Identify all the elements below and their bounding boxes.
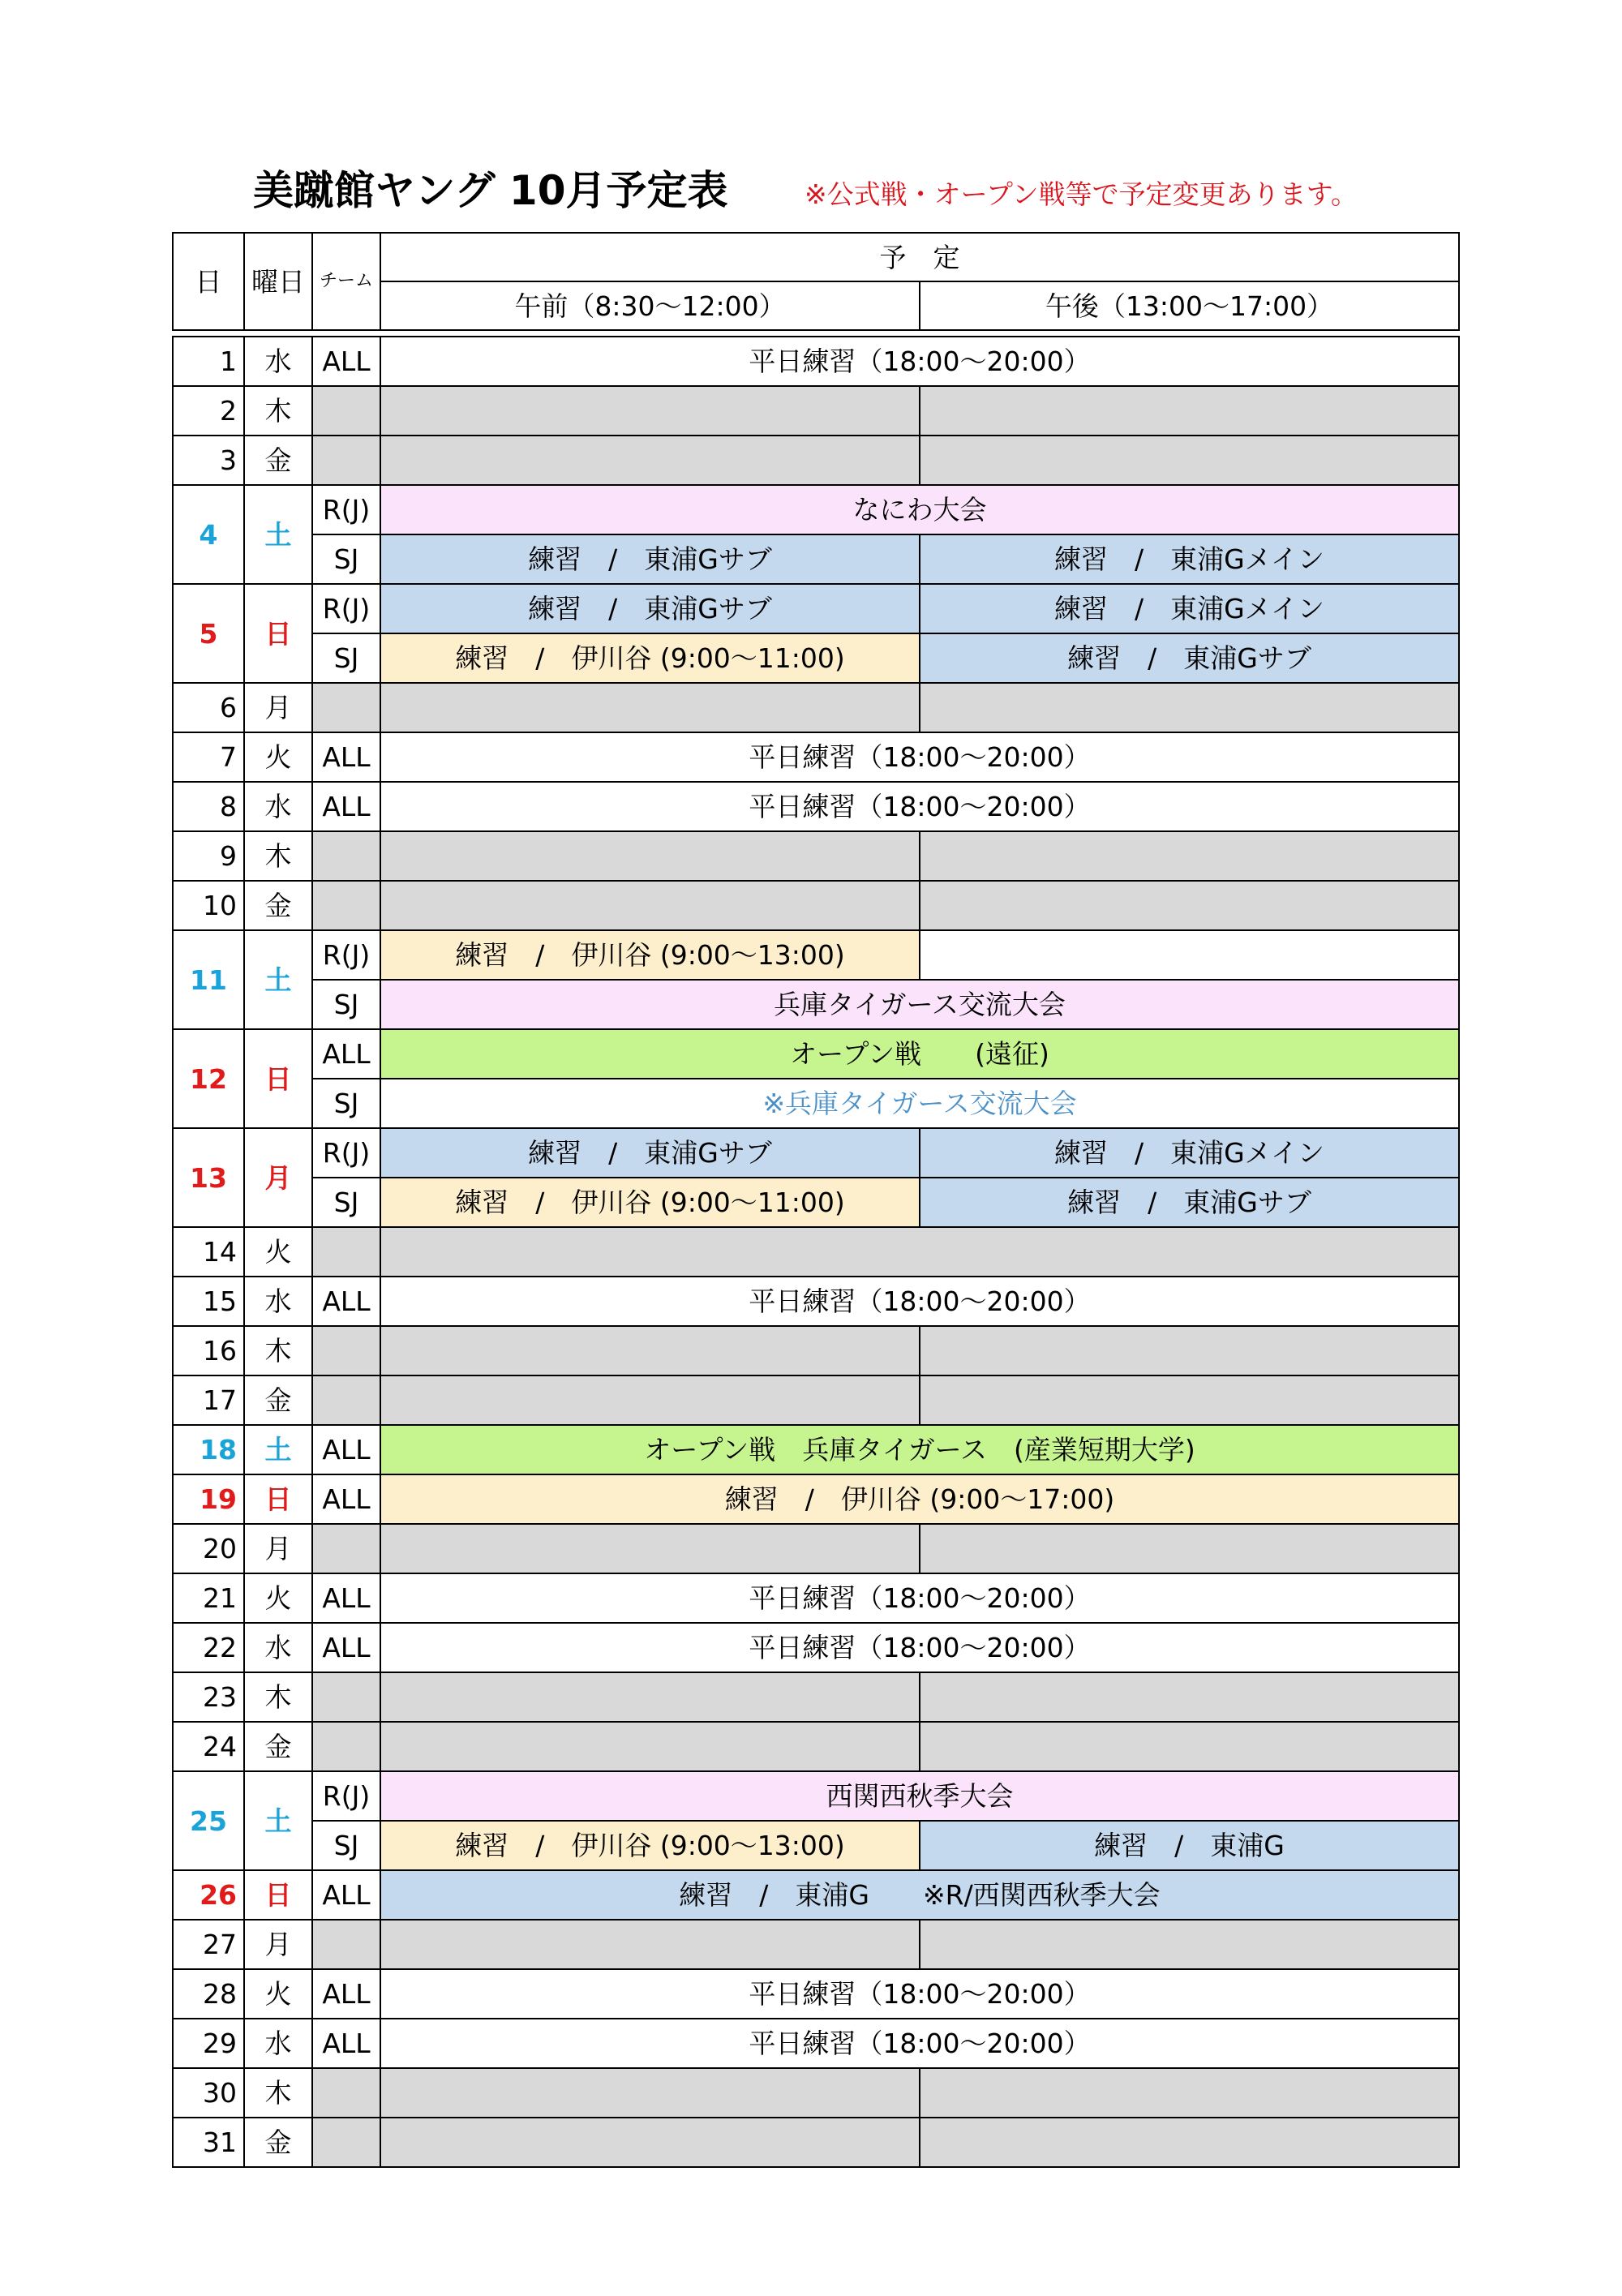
schedule-cell-am: 練習 / 東浦Gサブ — [380, 584, 920, 633]
schedule-row — [173, 534, 1459, 584]
day-number: 3 — [173, 436, 244, 485]
schedule-cell-am — [380, 881, 920, 930]
team-cell: R(J) — [312, 584, 380, 633]
schedule-row — [173, 1722, 1459, 1771]
day-number: 7 — [173, 732, 244, 782]
schedule-cell-am — [380, 2118, 920, 2167]
schedule-row — [173, 930, 1459, 980]
team-cell — [312, 386, 380, 436]
weekday: 木 — [244, 1326, 312, 1375]
header-schedule: 予 定 — [380, 233, 1459, 281]
day-number: 23 — [173, 1672, 244, 1722]
team-cell — [312, 1672, 380, 1722]
schedule-cell-am — [380, 1722, 920, 1771]
schedule-cell-pm: 練習 / 東浦Gメイン — [920, 534, 1459, 584]
schedule-row — [173, 782, 1459, 831]
weekday: 土 — [244, 1771, 312, 1870]
schedule-row — [173, 2019, 1459, 2068]
weekday: 金 — [244, 436, 312, 485]
header-am: 午前（8:30～12:00） — [380, 281, 920, 330]
weekday: 火 — [244, 1969, 312, 2019]
schedule-row — [173, 1524, 1459, 1573]
header-separator — [173, 330, 1459, 337]
schedule-cell-pm — [920, 930, 1459, 980]
weekday: 水 — [244, 2019, 312, 2068]
team-cell — [312, 1722, 380, 1771]
schedule-row — [173, 1227, 1459, 1277]
schedule-row — [173, 1079, 1459, 1128]
schedule-row — [173, 732, 1459, 782]
weekday: 金 — [244, 881, 312, 930]
team-cell: ALL — [312, 2019, 380, 2068]
weekday: 土 — [244, 485, 312, 584]
schedule-row — [173, 1277, 1459, 1326]
schedule-cell-pm: 練習 / 東浦Gメイン — [920, 584, 1459, 633]
schedule-cell-pm — [920, 831, 1459, 881]
weekday: 木 — [244, 2068, 312, 2118]
schedule-row — [173, 1771, 1459, 1821]
weekday: 火 — [244, 1227, 312, 1277]
weekday: 土 — [244, 930, 312, 1029]
schedule-row — [173, 2118, 1459, 2167]
day-number: 22 — [173, 1623, 244, 1672]
schedule-row — [173, 584, 1459, 633]
schedule-row — [173, 980, 1459, 1029]
schedule-row — [173, 1425, 1459, 1474]
weekday: 日 — [244, 1870, 312, 1920]
team-cell: SJ — [312, 633, 380, 683]
day-number: 15 — [173, 1277, 244, 1326]
schedule-row — [173, 485, 1459, 534]
team-cell: R(J) — [312, 930, 380, 980]
team-cell: R(J) — [312, 1128, 380, 1178]
team-cell: SJ — [312, 534, 380, 584]
schedule-row — [173, 1178, 1459, 1227]
schedule-row — [173, 1128, 1459, 1178]
schedule-cell-allday: なにわ大会 — [380, 485, 1459, 534]
team-cell — [312, 1227, 380, 1277]
schedule-cell-allday: 平日練習（18:00～20:00） — [380, 337, 1459, 386]
header-pm: 午後（13:00～17:00） — [920, 281, 1459, 330]
team-cell: SJ — [312, 1079, 380, 1128]
schedule-row — [173, 1326, 1459, 1375]
team-cell: ALL — [312, 1425, 380, 1474]
day-number: 20 — [173, 1524, 244, 1573]
team-cell: R(J) — [312, 485, 380, 534]
schedule-cell-allday: 練習 / 伊川谷 (9:00～17:00) — [380, 1474, 1459, 1524]
schedule-cell-allday: 平日練習（18:00～20:00） — [380, 732, 1459, 782]
schedule-cell-am: 練習 / 伊川谷 (9:00～11:00) — [380, 633, 920, 683]
schedule-cell-am: 練習 / 伊川谷 (9:00～13:00) — [380, 930, 920, 980]
schedule-cell-am — [380, 386, 920, 436]
day-number: 4 — [173, 485, 244, 584]
day-number: 31 — [173, 2118, 244, 2167]
team-cell: ALL — [312, 782, 380, 831]
day-number: 2 — [173, 386, 244, 436]
day-number: 5 — [173, 584, 244, 683]
team-cell — [312, 881, 380, 930]
schedule-cell-am: 練習 / 東浦Gサブ — [380, 1128, 920, 1178]
header-team: チーム — [312, 233, 380, 330]
schedule-row — [173, 1920, 1459, 1969]
schedule-row — [173, 1969, 1459, 2019]
team-cell: SJ — [312, 980, 380, 1029]
day-number: 11 — [173, 930, 244, 1029]
schedule-cell-am — [380, 2068, 920, 2118]
weekday: 土 — [244, 1425, 312, 1474]
schedule-row — [173, 1821, 1459, 1870]
schedule-cell-pm: 練習 / 東浦Gサブ — [920, 633, 1459, 683]
schedule-row — [173, 831, 1459, 881]
team-cell: ALL — [312, 1474, 380, 1524]
day-number: 29 — [173, 2019, 244, 2068]
schedule-cell-allday: 練習 / 東浦G ※R/西関西秋季大会 — [380, 1870, 1459, 1920]
schedule-row — [173, 1672, 1459, 1722]
schedule-row — [173, 1474, 1459, 1524]
weekday: 木 — [244, 831, 312, 881]
day-number: 28 — [173, 1969, 244, 2019]
weekday: 水 — [244, 337, 312, 386]
schedule-cell-pm — [920, 2118, 1459, 2167]
weekday: 月 — [244, 1524, 312, 1573]
schedule-cell-am — [380, 831, 920, 881]
team-cell: ALL — [312, 1870, 380, 1920]
day-number: 30 — [173, 2068, 244, 2118]
schedule-cell-allday: 西関西秋季大会 — [380, 1771, 1459, 1821]
day-number: 14 — [173, 1227, 244, 1277]
schedule-row — [173, 1870, 1459, 1920]
schedule-cell-allday: 平日練習（18:00～20:00） — [380, 782, 1459, 831]
team-cell: ALL — [312, 1029, 380, 1079]
schedule-row — [173, 386, 1459, 436]
schedule-cell-am — [380, 1524, 920, 1573]
schedule-cell-pm — [920, 1375, 1459, 1425]
team-cell: ALL — [312, 1623, 380, 1672]
weekday: 月 — [244, 1920, 312, 1969]
weekday: 日 — [244, 1029, 312, 1128]
schedule-cell-am: 練習 / 東浦Gサブ — [380, 534, 920, 584]
schedule-cell-allday: 平日練習（18:00～20:00） — [380, 1623, 1459, 1672]
page-title: 美蹴館ヤング 10月予定表 — [253, 167, 728, 214]
day-number: 21 — [173, 1573, 244, 1623]
day-number: 26 — [173, 1870, 244, 1920]
day-number: 9 — [173, 831, 244, 881]
schedule-cell-pm — [920, 1722, 1459, 1771]
team-cell — [312, 1920, 380, 1969]
header-row — [173, 233, 1459, 281]
team-cell — [312, 2068, 380, 2118]
schedule-row — [173, 683, 1459, 732]
team-cell: ALL — [312, 1573, 380, 1623]
schedule-cell-am: 練習 / 伊川谷 (9:00～11:00) — [380, 1178, 920, 1227]
team-cell — [312, 2118, 380, 2167]
team-cell — [312, 436, 380, 485]
schedule-cell-allday: 平日練習（18:00～20:00） — [380, 1573, 1459, 1623]
schedule-row — [173, 1029, 1459, 1079]
weekday: 金 — [244, 2118, 312, 2167]
team-cell — [312, 831, 380, 881]
day-number: 19 — [173, 1474, 244, 1524]
schedule-cell-allday — [380, 1227, 1459, 1277]
schedule-row — [173, 1573, 1459, 1623]
weekday: 日 — [244, 584, 312, 683]
schedule-row — [173, 633, 1459, 683]
header-day: 日 — [173, 233, 244, 330]
schedule-cell-pm — [920, 1524, 1459, 1573]
schedule-cell-pm: 練習 / 東浦Gメイン — [920, 1128, 1459, 1178]
weekday: 金 — [244, 1375, 312, 1425]
header-weekday: 曜日 — [244, 233, 312, 330]
team-cell — [312, 683, 380, 732]
weekday: 火 — [244, 732, 312, 782]
schedule-cell-pm — [920, 2068, 1459, 2118]
schedule-cell-allday: 平日練習（18:00～20:00） — [380, 1277, 1459, 1326]
team-cell — [312, 1524, 380, 1573]
schedule-row — [173, 1375, 1459, 1425]
schedule-cell-am — [380, 1672, 920, 1722]
day-number: 16 — [173, 1326, 244, 1375]
weekday: 月 — [244, 683, 312, 732]
schedule-row — [173, 337, 1459, 386]
schedule-cell-am — [380, 436, 920, 485]
weekday: 火 — [244, 1573, 312, 1623]
schedule-cell-pm — [920, 386, 1459, 436]
schedule-cell-allday: オープン戦 (遠征) — [380, 1029, 1459, 1079]
schedule-cell-pm — [920, 1672, 1459, 1722]
weekday: 木 — [244, 386, 312, 436]
schedule-body — [173, 233, 1459, 2167]
day-number: 6 — [173, 683, 244, 732]
day-number: 12 — [173, 1029, 244, 1128]
team-cell — [312, 1375, 380, 1425]
day-number: 25 — [173, 1771, 244, 1870]
schedule-cell-pm — [920, 881, 1459, 930]
schedule-cell-allday: オープン戦 兵庫タイガース (産業短期大学) — [380, 1425, 1459, 1474]
schedule-cell-allday: ※兵庫タイガース交流大会 — [380, 1079, 1459, 1128]
schedule-row — [173, 881, 1459, 930]
team-cell: ALL — [312, 337, 380, 386]
day-number: 1 — [173, 337, 244, 386]
weekday: 水 — [244, 1623, 312, 1672]
day-number: 10 — [173, 881, 244, 930]
team-cell: R(J) — [312, 1771, 380, 1821]
schedule-cell-am — [380, 1375, 920, 1425]
weekday: 水 — [244, 1277, 312, 1326]
weekday: 金 — [244, 1722, 312, 1771]
schedule-change-note: ※公式戦・オープン戦等で予定変更あります。 — [805, 178, 1358, 210]
schedule-table — [172, 232, 1460, 2168]
team-cell: SJ — [312, 1821, 380, 1870]
day-number: 18 — [173, 1425, 244, 1474]
schedule-cell-pm — [920, 683, 1459, 732]
day-number: 24 — [173, 1722, 244, 1771]
schedule-cell-pm — [920, 436, 1459, 485]
schedule-cell-pm — [920, 1920, 1459, 1969]
team-cell: ALL — [312, 1277, 380, 1326]
schedule-cell-pm: 練習 / 東浦Gサブ — [920, 1178, 1459, 1227]
day-number: 8 — [173, 782, 244, 831]
schedule-cell-am — [380, 683, 920, 732]
day-number: 27 — [173, 1920, 244, 1969]
weekday: 木 — [244, 1672, 312, 1722]
schedule-row — [173, 1623, 1459, 1672]
schedule-cell-allday: 平日練習（18:00～20:00） — [380, 2019, 1459, 2068]
team-cell — [312, 1326, 380, 1375]
schedule-cell-allday: 平日練習（18:00～20:00） — [380, 1969, 1459, 2019]
schedule-cell-pm: 練習 / 東浦G — [920, 1821, 1459, 1870]
schedule-cell-am — [380, 1326, 920, 1375]
schedule-cell-am: 練習 / 伊川谷 (9:00～13:00) — [380, 1821, 920, 1870]
team-cell: ALL — [312, 1969, 380, 2019]
team-cell: ALL — [312, 732, 380, 782]
schedule-row — [173, 436, 1459, 485]
day-number: 13 — [173, 1128, 244, 1227]
weekday: 日 — [244, 1474, 312, 1524]
schedule-cell-allday: 兵庫タイガース交流大会 — [380, 980, 1459, 1029]
weekday: 水 — [244, 782, 312, 831]
schedule-cell-pm — [920, 1326, 1459, 1375]
weekday: 月 — [244, 1128, 312, 1227]
day-number: 17 — [173, 1375, 244, 1425]
schedule-row — [173, 2068, 1459, 2118]
schedule-cell-am — [380, 1920, 920, 1969]
team-cell: SJ — [312, 1178, 380, 1227]
